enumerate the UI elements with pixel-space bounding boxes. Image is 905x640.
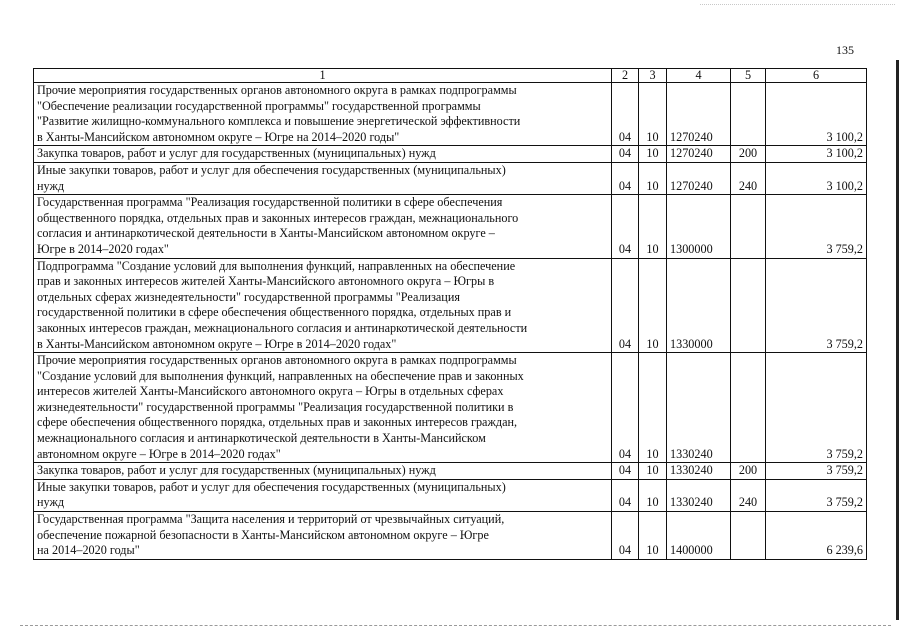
expense-type-code (731, 195, 766, 258)
table-row (34, 479, 867, 511)
scan-artifact-bottom (20, 625, 891, 627)
section-code: 04 (612, 512, 639, 560)
table-row (34, 258, 867, 353)
header-col-6: 6 (766, 69, 867, 83)
header-col-3: 3 (639, 69, 667, 83)
expense-type-code (731, 512, 766, 560)
expense-type-code: 200 (731, 463, 766, 480)
table-row (34, 83, 867, 146)
scan-artifact-top (700, 4, 895, 6)
table-row (34, 146, 867, 163)
row-description: Прочие мероприятия государственных органов автономного округа в рамках подпрограммы "Обеспечение реализации государственной программы" государственной программы "Развитие жилищно-коммунального комплекса и повышение энергетической эффективности в Ханты-Мансийском автономном округе – Югре на 2014–2020 годы" (34, 83, 612, 146)
table-row (34, 463, 867, 480)
section-code: 04 (612, 463, 639, 480)
header-col-5: 5 (731, 69, 766, 83)
table-row (34, 353, 867, 463)
subsection-code: 10 (639, 258, 667, 353)
amount-value: 3 759,2 (766, 258, 867, 353)
amount-value: 3 759,2 (766, 463, 867, 480)
subsection-code: 10 (639, 512, 667, 560)
amount-value: 3 759,2 (766, 195, 867, 258)
expense-type-code: 240 (731, 479, 766, 511)
table-header-row (34, 69, 867, 83)
section-code: 04 (612, 479, 639, 511)
section-code: 04 (612, 146, 639, 163)
row-description: Подпрограмма "Создание условий для выполнения функций, направленных на обеспечение прав и законных интересов жителей Ханты-Мансийского автономного округа – Югры в отдельных сферах жизнедеятельности" государственной программы "Реализация государственной политики в сфере обеспечения общественного порядка, отдельных прав и законных интересов граждан, межнационального согласия и антинаркотической деятельности в Ханты-Мансийском автономном округе – Югре в 2014–2020 годах" (34, 258, 612, 353)
amount-value: 6 239,6 (766, 512, 867, 560)
table-body (34, 83, 867, 560)
row-description: Иные закупки товаров, работ и услуг для обеспечения государственных (муниципальных) нужд (34, 162, 612, 194)
table-row (34, 195, 867, 258)
section-code: 04 (612, 353, 639, 463)
amount-value: 3 759,2 (766, 353, 867, 463)
subsection-code: 10 (639, 83, 667, 146)
section-code: 04 (612, 195, 639, 258)
expense-type-code (731, 353, 766, 463)
target-article-code: 1400000 (667, 512, 731, 560)
header-col-2: 2 (612, 69, 639, 83)
expense-type-code (731, 83, 766, 146)
subsection-code: 10 (639, 463, 667, 480)
amount-value: 3 759,2 (766, 479, 867, 511)
target-article-code: 1330240 (667, 479, 731, 511)
target-article-code: 1330240 (667, 353, 731, 463)
section-code: 04 (612, 162, 639, 194)
expense-type-code: 240 (731, 162, 766, 194)
row-description: Прочие мероприятия государственных органов автономного округа в рамках подпрограммы "Создание условий для выполнения функций, направленных на обеспечение прав и законных интересов жителей Ханты-Мансийского автономного округа – Югры в отдельных сферах жизнедеятельности" государственной программы "Реализация государственной политики в сфере обеспечения общественного порядка, отдельных прав и законных интересов граждан, межнационального согласия и антинаркотической деятельности в Ханты-Мансийском автономном округе – Югре в 2014–2020 годах" (34, 353, 612, 463)
row-description: Закупка товаров, работ и услуг для государственных (муниципальных) нужд (34, 463, 612, 480)
table-row (34, 512, 867, 560)
subsection-code: 10 (639, 195, 667, 258)
target-article-code: 1330000 (667, 258, 731, 353)
target-article-code: 1270240 (667, 146, 731, 163)
subsection-code: 10 (639, 146, 667, 163)
table-row (34, 162, 867, 194)
page-number: 135 (836, 43, 854, 57)
budget-table (33, 68, 867, 560)
row-description: Закупка товаров, работ и услуг для государственных (муниципальных) нужд (34, 146, 612, 163)
subsection-code: 10 (639, 162, 667, 194)
amount-value: 3 100,2 (766, 83, 867, 146)
target-article-code: 1270240 (667, 83, 731, 146)
amount-value: 3 100,2 (766, 162, 867, 194)
row-description: Иные закупки товаров, работ и услуг для обеспечения государственных (муниципальных) нужд (34, 479, 612, 511)
header-col-4: 4 (667, 69, 731, 83)
section-code: 04 (612, 258, 639, 353)
target-article-code: 1270240 (667, 162, 731, 194)
subsection-code: 10 (639, 479, 667, 511)
target-article-code: 1300000 (667, 195, 731, 258)
section-code: 04 (612, 83, 639, 146)
row-description: Государственная программа "Реализация государственной политики в сфере обеспечения общественного порядка, отдельных прав и законных интересов граждан, межнационального согласия и антинаркотической деятельности в Ханты-Мансийском автономном округе – Югре в 2014–2020 годах" (34, 195, 612, 258)
expense-type-code (731, 258, 766, 353)
target-article-code: 1330240 (667, 463, 731, 480)
amount-value: 3 100,2 (766, 146, 867, 163)
row-description: Государственная программа "Защита населения и территорий от чрезвычайных ситуаций, обеспечение пожарной безопасности в Ханты-Мансийском автономном округе – Югре на 2014–2020 годы" (34, 512, 612, 560)
scan-edge-right (896, 60, 899, 620)
expense-type-code: 200 (731, 146, 766, 163)
header-col-1: 1 (34, 69, 612, 83)
subsection-code: 10 (639, 353, 667, 463)
